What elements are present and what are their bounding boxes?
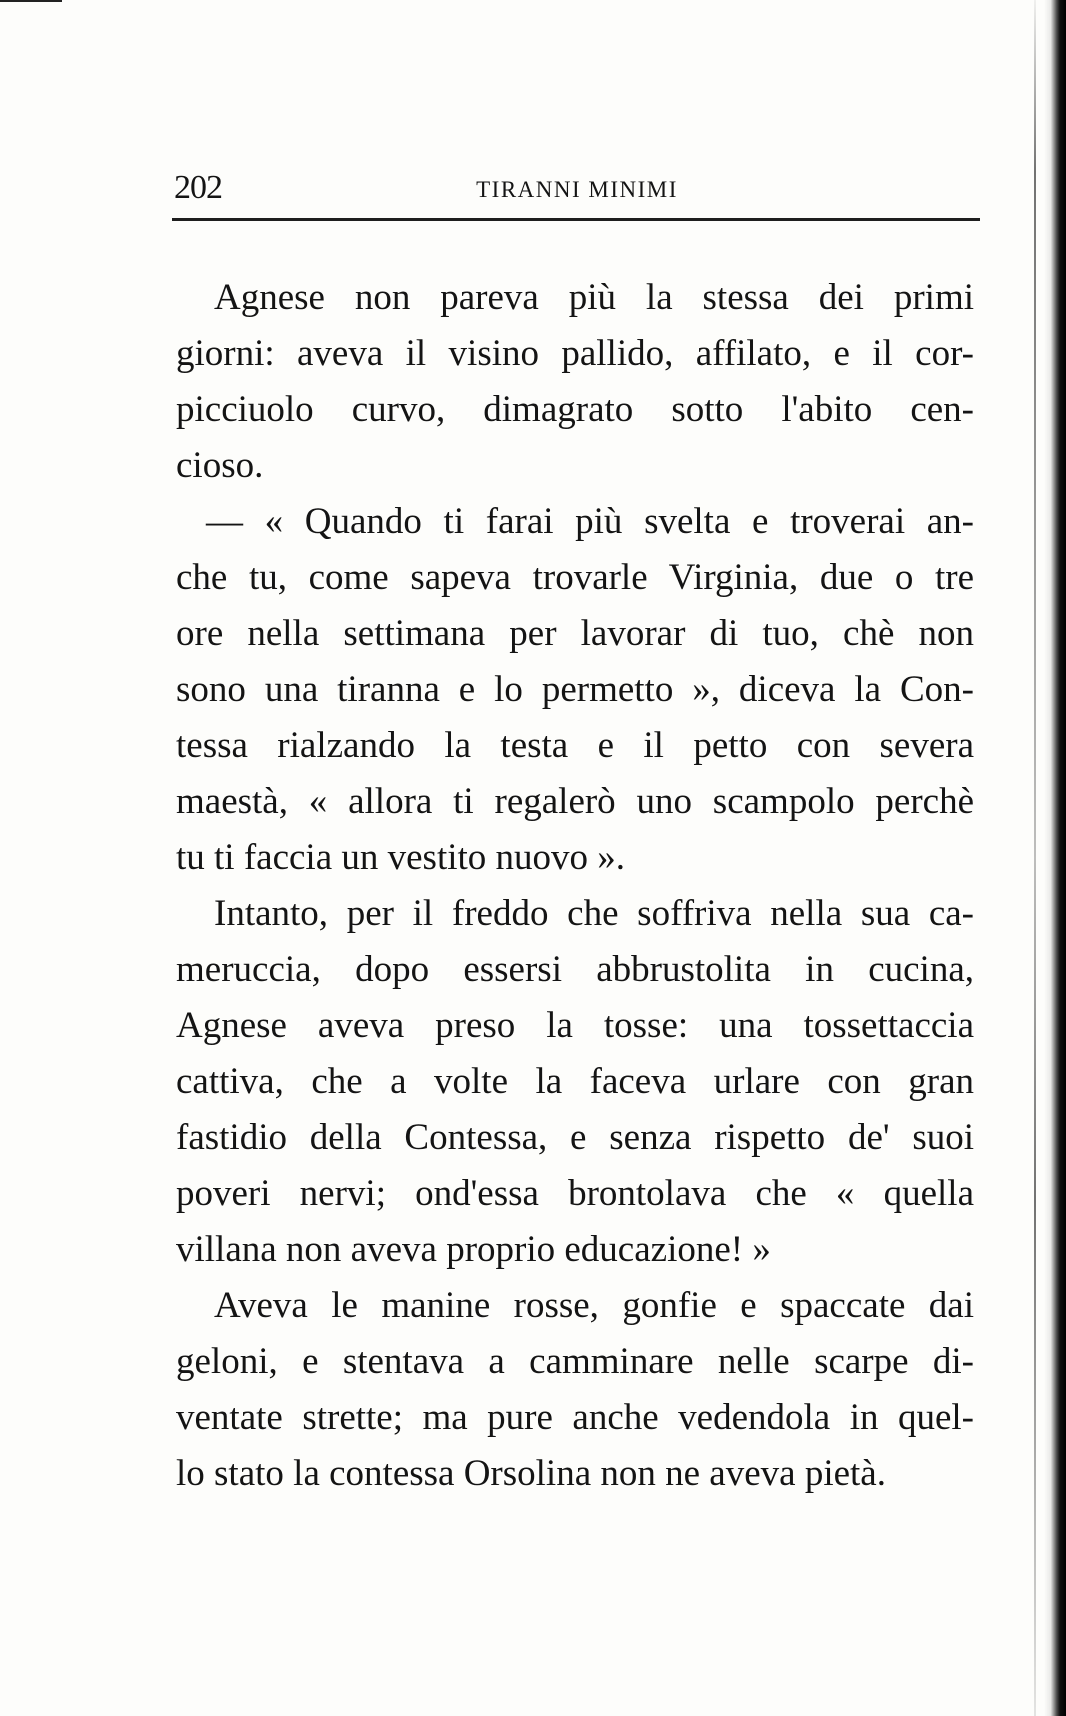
corner-mark	[0, 0, 62, 2]
text-line: che tu, come sapeva trovarle Virginia, due o tre	[176, 557, 974, 598]
text-line: ventate strette; ma pure anche vedendola in quel-	[176, 1397, 974, 1438]
text-line: Agnese aveva preso la tosse: una tossettaccia	[176, 1005, 974, 1046]
text-line: — « Quando ti farai più svelta e troverai an-	[206, 501, 974, 542]
header-rule	[172, 218, 980, 221]
text-line: picciuolo curvo, dimagrato sotto l'abito cen-	[176, 389, 974, 430]
text-line: Intanto, per il freddo che soffriva nella sua ca-	[214, 893, 974, 934]
text-line: ore nella settimana per lavorar di tuo, chè non	[176, 613, 974, 654]
text-line: Agnese non pareva più la stessa dei primi	[214, 277, 974, 318]
text-line: lo stato la contessa Orsolina non ne aveva pietà.	[176, 1453, 886, 1494]
page-header	[174, 168, 980, 208]
paragraph	[176, 1278, 974, 1502]
text-line: poveri nervi; ond'essa brontolava che « quella	[176, 1173, 974, 1214]
text-line: sono una tiranna e lo permetto », diceva la Con-	[176, 669, 974, 710]
text-line: fastidio della Contessa, e senza rispetto de' suoi	[176, 1117, 974, 1158]
gutter-line	[1034, 0, 1036, 1716]
paragraph	[176, 886, 974, 1278]
paragraph	[176, 494, 974, 886]
paragraph	[176, 270, 974, 494]
text-line: cattiva, che a volte la faceva urlare con gran	[176, 1061, 974, 1102]
text-line: tu ti faccia un vestito nuovo ».	[176, 837, 626, 878]
body-text	[176, 270, 974, 1502]
text-line: giorni: aveva il visino pallido, affilato, e il cor-	[176, 333, 974, 374]
page-number: 202	[174, 169, 222, 206]
text-line: meruccia, dopo essersi abbrustolita in cucina,	[176, 949, 974, 990]
text-line: cioso.	[176, 445, 264, 486]
text-line: geloni, e stentava a camminare nelle scarpe di-	[176, 1341, 974, 1382]
spine-shadow	[1044, 0, 1066, 1716]
text-line: villana non aveva proprio educazione! »	[176, 1229, 771, 1270]
text-line: Aveva le manine rosse, gonfie e spaccate dai	[214, 1285, 974, 1326]
running-title: TIRANNI MINIMI	[476, 177, 678, 202]
text-line: maestà, « allora ti regalerò uno scampolo perchè	[176, 781, 974, 822]
text-line: tessa rialzando la testa e il petto con severa	[176, 725, 974, 766]
